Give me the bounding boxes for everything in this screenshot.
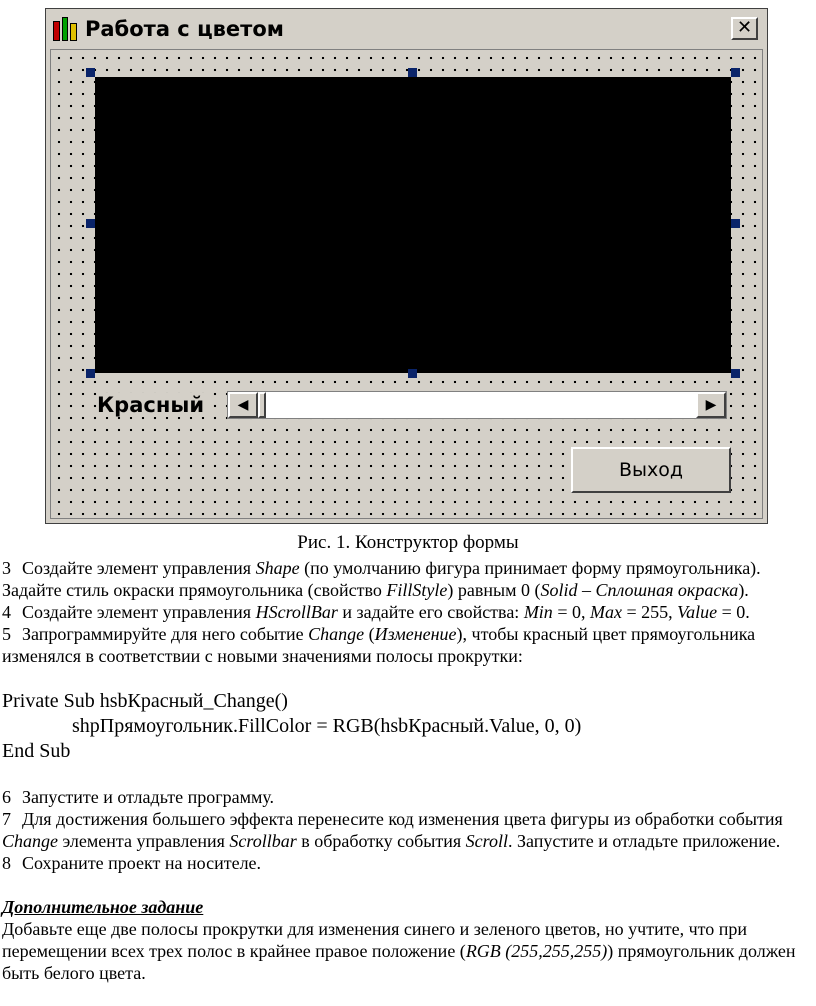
text-run: Запустите и отладьте программу. xyxy=(22,787,275,807)
steps-list xyxy=(2,557,814,667)
italic-term: Min xyxy=(523,602,553,622)
step-number: 8 xyxy=(2,853,11,873)
steps-list-2 xyxy=(2,786,814,874)
text-run: = 0. xyxy=(717,602,750,622)
close-button[interactable]: ✕ xyxy=(731,17,758,40)
code-line: shpПрямоугольник.FillColor = RGB(hsbКрасный.Value, 0, 0) xyxy=(72,715,582,737)
selection-handle[interactable] xyxy=(86,219,95,228)
step-item xyxy=(2,601,814,623)
extra-task-heading: Дополнительное задание xyxy=(2,897,204,917)
scroll-left-arrow-icon[interactable]: ◀ xyxy=(228,392,258,418)
text-run: ) равным 0 ( xyxy=(447,580,541,600)
figure-caption: Рис. 1. Конструктор формы xyxy=(297,532,519,553)
text-run: Для достижения большего эффекта перенесите код изменения цвета фигуры из обработки события xyxy=(22,809,783,829)
title-bar[interactable] xyxy=(49,12,764,45)
italic-term: FillStyle xyxy=(386,580,448,600)
italic-term: Shape xyxy=(255,558,300,578)
scroll-thumb[interactable] xyxy=(258,392,266,418)
text-run: = 255, xyxy=(621,602,678,622)
step-item xyxy=(2,852,814,874)
rectangle-shape[interactable] xyxy=(95,77,731,373)
text-run: ), чтобы красный цвет прямоугольника изменялся в соответствии с новыми значениями полосы прокрутки: xyxy=(2,624,756,666)
step-item xyxy=(2,808,814,852)
step-number: 4 xyxy=(2,602,11,622)
italic-term: HScrollBar xyxy=(255,602,338,622)
window-title: Работа с цветом xyxy=(85,16,284,41)
selection-handle[interactable] xyxy=(731,369,740,378)
step-number: 7 xyxy=(2,809,11,829)
red-scrollbar[interactable] xyxy=(227,391,727,419)
scroll-right-arrow-icon[interactable]: ▶ xyxy=(696,392,726,418)
text-run: . Запустите и отладьте приложение. xyxy=(508,831,781,851)
text-run: в обработку события xyxy=(296,831,466,851)
step-item xyxy=(2,786,814,808)
text-run: элемента управления xyxy=(58,831,230,851)
italic-term: Change xyxy=(2,831,58,851)
red-label: Красный xyxy=(97,393,210,417)
step-number: 3 xyxy=(2,558,11,578)
extra-task-text xyxy=(2,918,814,984)
italic-term: Max xyxy=(589,602,622,622)
italic-term: Solid – Сплошная окраска xyxy=(540,580,739,600)
exit-button[interactable]: Выход xyxy=(571,447,731,493)
color-bars-icon xyxy=(53,17,77,41)
italic-term: Change xyxy=(308,624,365,644)
text-run: Запрограммируйте для него событие xyxy=(22,624,309,644)
text-run: Добавьте еще две полосы прокрутки для изменения синего и зеленого цветов, но учтите, что при перемещении всех трех полос в крайнее правое положение ( xyxy=(2,919,748,961)
text-run: ( xyxy=(364,624,375,644)
selection-handle[interactable] xyxy=(408,68,417,77)
selection-handle[interactable] xyxy=(731,219,740,228)
document-body xyxy=(2,557,814,984)
form-designer-window xyxy=(45,8,768,524)
text-run: Сохраните проект на носителе. xyxy=(22,853,262,873)
text-run: Создайте элемент управления xyxy=(22,602,256,622)
form-design-surface[interactable] xyxy=(50,49,763,519)
code-block xyxy=(2,689,814,764)
step-item xyxy=(2,623,814,667)
italic-term: RGB (255,255,255) xyxy=(465,941,608,961)
text-run: (по умолчанию фигура принимает форму прямоугольника). Задайте стиль окраски прямоугольника (свойство xyxy=(2,558,761,600)
text-run: и задайте его свойства: xyxy=(337,602,524,622)
italic-term: Изменение xyxy=(374,624,457,644)
selection-handle[interactable] xyxy=(408,369,417,378)
selection-handle[interactable] xyxy=(86,369,95,378)
step-number: 5 xyxy=(2,624,11,644)
text-run: = 0, xyxy=(552,602,590,622)
selection-handle[interactable] xyxy=(731,68,740,77)
text-run: ). xyxy=(738,580,749,600)
code-line: End Sub xyxy=(2,740,71,762)
italic-term: Scroll xyxy=(465,831,508,851)
step-item xyxy=(2,557,814,601)
code-line: Private Sub hsbКрасный_Change() xyxy=(2,690,288,712)
text-run: ) прямоугольник должен быть белого цвета. xyxy=(2,941,796,983)
selection-handle[interactable] xyxy=(86,68,95,77)
step-number: 6 xyxy=(2,787,11,807)
text-run: Создайте элемент управления xyxy=(22,558,256,578)
italic-term: Scrollbar xyxy=(229,831,297,851)
italic-term: Value xyxy=(677,602,718,622)
